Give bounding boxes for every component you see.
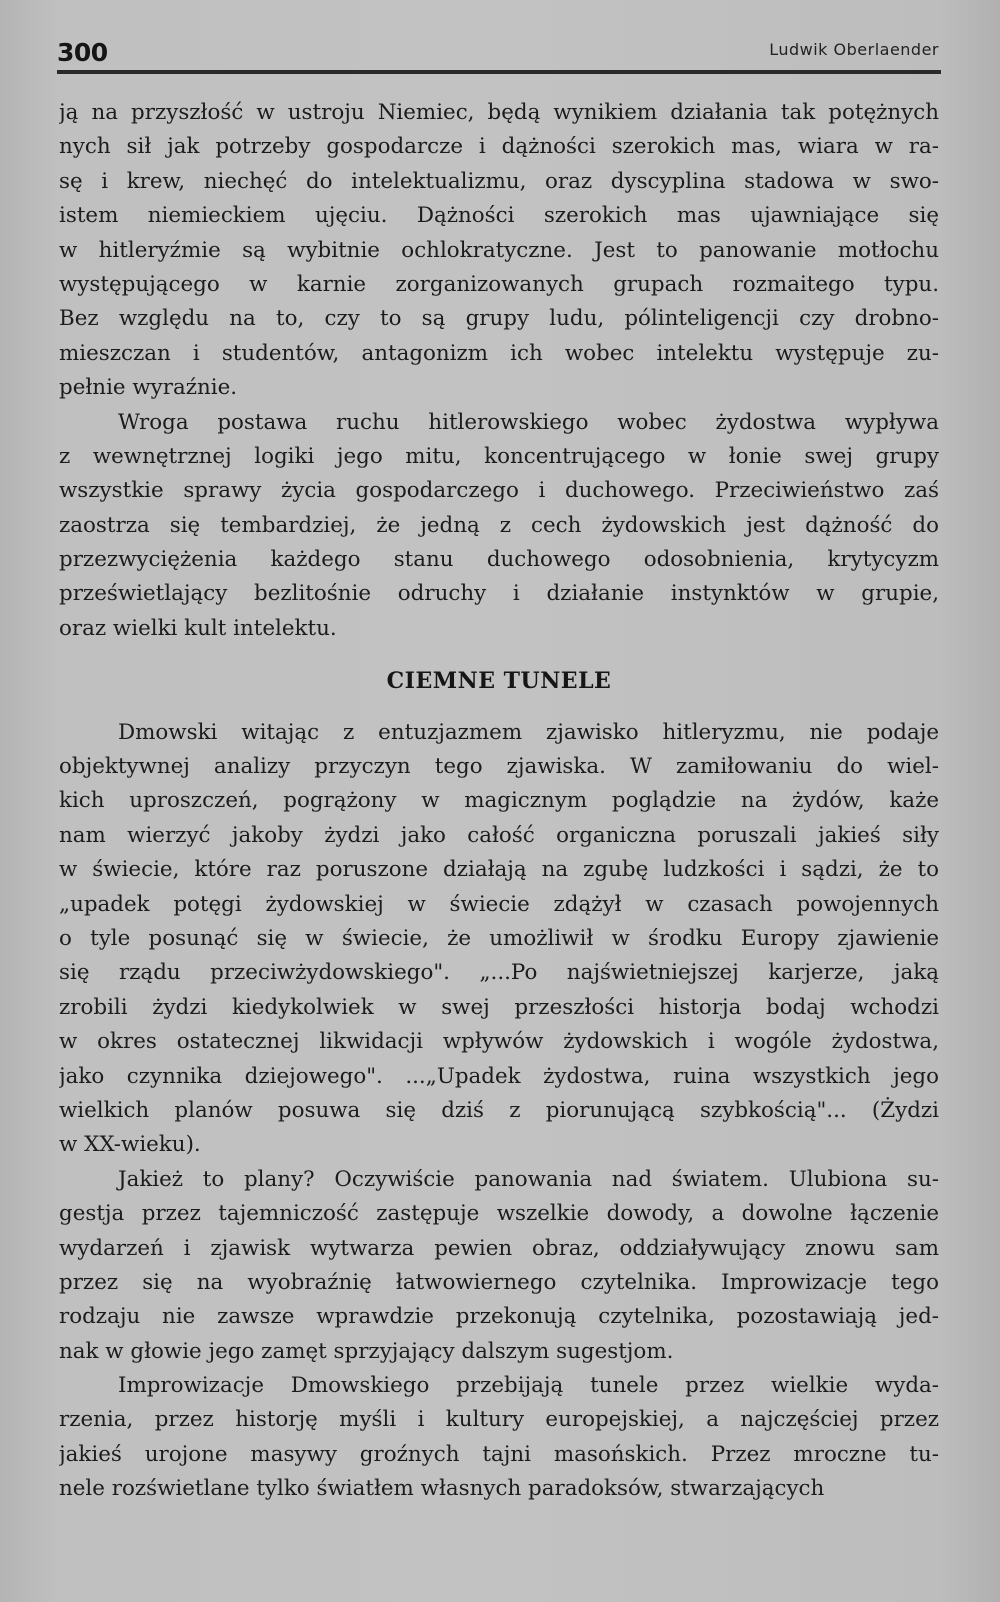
text-line: rzenia, przez historję myśli i kultury europejskiej, a najczęściej przez <box>59 1407 939 1433</box>
text-line: o tyle posunąć się w świecie, że umożliwił w środku Europy zjawienie <box>59 925 939 951</box>
paragraph <box>59 406 939 647</box>
text-line: w okres ostatecznej likwidacji wpływów żydowskich i wogóle żydostwa, <box>59 1029 939 1055</box>
section-heading: CIEMNE TUNELE <box>386 668 612 695</box>
text-line: nak w głowie jego zamęt sprzyjający dalszym sugestjom. <box>59 1338 674 1364</box>
header-rule <box>57 70 941 74</box>
text-line: przezwyciężenia każdego stanu duchowego odosobnienia, krytycyzm <box>59 547 939 573</box>
running-head: Ludwik Oberlaender <box>769 40 939 59</box>
text-line: Wroga postawa ruchu hitlerowskiego wobec żydostwa wypływa <box>118 409 939 435</box>
text-line: objektywnej analizy przyczyn tego zjawiska. W zamiłowaniu do wiel- <box>59 754 939 780</box>
text-line: gestja przez tajemniczość zastępuje wszelkie dowody, a dowolne łączenie <box>59 1201 939 1227</box>
text-line: zrobili żydzi kiedykolwiek w swej przeszłości historja bodaj wchodzi <box>59 994 939 1020</box>
text-line: Dmowski witając z entuzjazmem zjawisko hitleryzmu, nie podaje <box>118 719 939 745</box>
text-line: mieszczan i studentów, antagonizm ich wobec intelektu występuje zu- <box>59 340 939 366</box>
text-line: nam wierzyć jakoby żydzi jako całość organiczna poruszali jakieś siły <box>59 822 939 848</box>
text-line: z wewnętrznej logiki jego mitu, koncentrującego w łonie swej grupy <box>59 443 939 469</box>
text-line: „upadek potęgi żydowskiej w świecie zdążył w czasach powojennych <box>59 891 939 917</box>
text-line: ją na przyszłość w ustroju Niemiec, będą wynikiem działania tak potężnych <box>59 100 939 125</box>
text-line: jakieś urojone masywy groźnych tajni masońskich. Przez mroczne tu- <box>59 1441 939 1467</box>
text-line: rodzaju nie zawsze wprawdzie przekonują czytelnika, pozostawiają jed- <box>59 1304 939 1330</box>
text-line: w hitleryźmie są wybitnie ochlokratyczne. Jest to panowanie motłochu <box>59 237 939 263</box>
paragraphs-before-heading <box>59 96 939 646</box>
text-line: wielkich planów posuwa się dziś z piorunującą szybkością"... (Żydzi <box>59 1097 939 1123</box>
text-line: nele rozświetlane tylko światłem własnych paradoksów, stwarzających <box>59 1476 825 1502</box>
text-line: oraz wielki kult intelektu. <box>59 615 337 641</box>
page-number: 300 <box>57 38 108 67</box>
text-line: się rządu przeciwżydowskiego". „...Po najświetniejszej karjerze, jaką <box>59 960 939 986</box>
paragraph <box>59 96 939 406</box>
text-line: nych sił jak potrzeby gospodarcze i dążności szerokich mas, wiara w ra- <box>59 134 939 160</box>
text-line: wydarzeń i zjawisk wytwarza pewien obraz, oddziaływujący znowu sam <box>59 1235 939 1261</box>
text-line: sę i krew, niechęć do intelektualizmu, oraz dyscyplina stadowa w swo- <box>59 168 939 194</box>
text-line: Bez względu na to, czy to są grupy ludu, pólinteligencji czy drobno- <box>59 306 939 332</box>
text-line: Improwizacje Dmowskiego przebijają tunele przez wielkie wyda- <box>118 1373 939 1399</box>
text-line: występującego w karnie zorganizowanych grupach rozmaitego typu. <box>59 271 939 297</box>
paragraph <box>59 1163 939 1369</box>
text-line: kich uproszczeń, pogrążony w magicznym poglądzie na żydów, każe <box>59 788 939 814</box>
text-line: zaostrza się tembardziej, że jedną z cech żydowskich jest dążność do <box>59 512 939 538</box>
paragraphs-after-heading <box>59 716 939 1507</box>
text-line: pełnie wyraźnie. <box>59 375 238 401</box>
text-line: Jakież to plany? Oczywiście panowania nad światem. Ulubiona su- <box>118 1166 939 1192</box>
text-line: prześwietlający bezlitośnie odruchy i działanie instynktów w grupie, <box>59 581 939 607</box>
text-line: w świecie, które raz poruszone działają na zgubę ludzkości i sądzi, że to <box>59 857 939 883</box>
paragraph <box>59 1369 939 1507</box>
text-line: wszystkie sprawy życia gospodarczego i duchowego. Przeciwieństwo zaś <box>59 478 939 504</box>
text-line: jako czynnika dziejowego". ...„Upadek żydostwa, ruina wszystkich jego <box>59 1063 939 1089</box>
body-text <box>59 96 939 1507</box>
text-line: w XX-wieku). <box>59 1132 201 1158</box>
page-header <box>57 38 941 74</box>
text-line: istem niemieckiem ujęciu. Dążności szerokich mas ujawniające się <box>59 203 939 229</box>
paragraph <box>59 716 939 1163</box>
text-line: przez się na wyobraźnię łatwowiernego czytelnika. Improwizacje tego <box>59 1269 939 1295</box>
